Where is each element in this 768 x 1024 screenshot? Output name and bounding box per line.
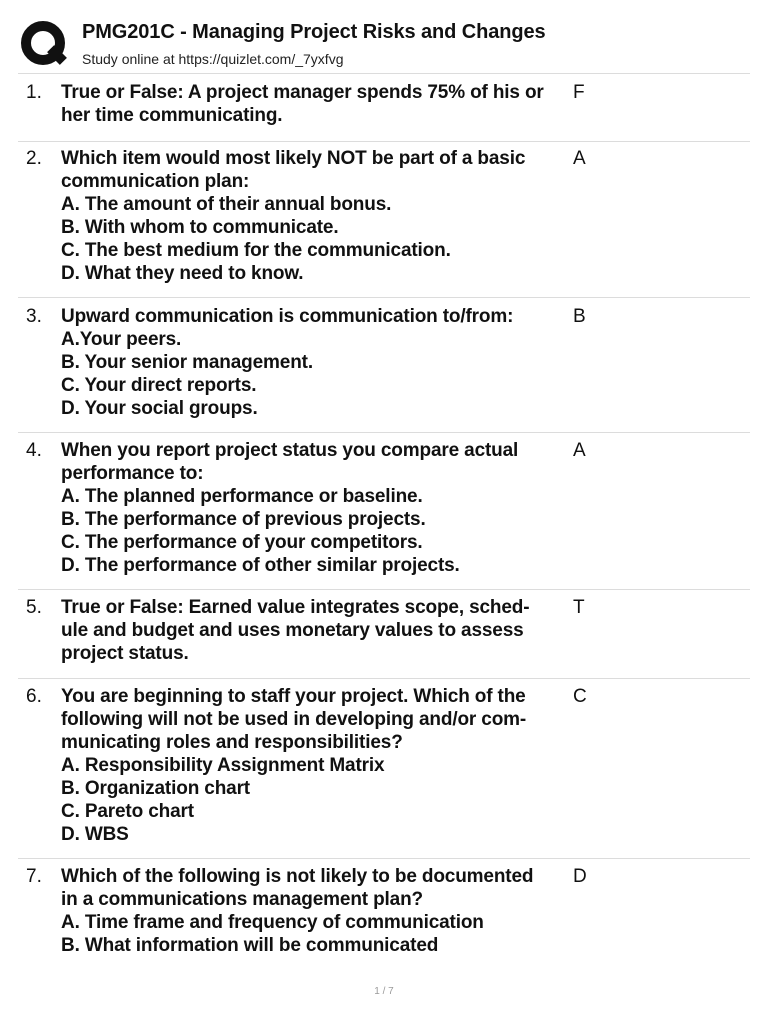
- option-line: B. With whom to communicate.: [61, 217, 339, 238]
- question-number: 5.: [26, 597, 42, 618]
- option-line: B. The performance of previous projects.: [61, 509, 426, 530]
- divider: [18, 589, 750, 590]
- question-number: 6.: [26, 686, 42, 707]
- question-line: True or False: Earned value integrates scope, sched-: [61, 597, 530, 618]
- question-line: following will not be used in developing and/or com-: [61, 709, 527, 730]
- option-line: B. What information will be communicated: [61, 935, 439, 956]
- answer: C: [573, 686, 587, 707]
- question-text: [61, 305, 569, 420]
- question-text: [61, 147, 569, 285]
- question-text: [61, 439, 569, 577]
- answer: B: [573, 306, 586, 327]
- question-text: [61, 596, 569, 665]
- answer: F: [573, 82, 585, 103]
- option-line: A. Time frame and frequency of communication: [61, 912, 484, 933]
- question-line: Upward communication is communication to/from:: [61, 306, 514, 327]
- question-line: ule and budget and uses monetary values to assess: [61, 620, 524, 641]
- option-line: A.Your peers.: [61, 329, 182, 350]
- answer: D: [573, 866, 587, 887]
- divider: [18, 141, 750, 142]
- option-line: A. Responsibility Assignment Matrix: [61, 755, 385, 776]
- option-line: A. The amount of their annual bonus.: [61, 194, 392, 215]
- page-indicator: 1 / 7: [374, 986, 394, 997]
- question-line: True or False: A project manager spends 75% of his or: [61, 82, 544, 103]
- option-line: C. Your direct reports.: [61, 375, 257, 396]
- question-line: her time communicating.: [61, 105, 283, 126]
- option-line: C. The best medium for the communication.: [61, 240, 451, 261]
- question-line: Which item would most likely NOT be part of a basic: [61, 148, 526, 169]
- question-line: When you report project status you compare actual: [61, 440, 519, 461]
- option-line: D. WBS: [61, 824, 129, 845]
- divider: [18, 858, 750, 859]
- option-line: D. The performance of other similar projects.: [61, 555, 460, 576]
- option-line: C. The performance of your competitors.: [61, 532, 423, 553]
- question-line: municating roles and responsibilities?: [61, 732, 403, 753]
- question-number: 1.: [26, 82, 42, 103]
- study-online-link[interactable]: Study online at https://quizlet.com/_7yxfvg: [82, 51, 344, 67]
- question-number: 3.: [26, 306, 42, 327]
- option-line: A. The planned performance or baseline.: [61, 486, 423, 507]
- answer: A: [573, 148, 586, 169]
- question-line: in a communications management plan?: [61, 889, 424, 910]
- divider: [18, 432, 750, 433]
- answer: A: [573, 440, 586, 461]
- document-header: [0, 0, 768, 74]
- question-text: [61, 81, 569, 127]
- answer: T: [573, 597, 585, 618]
- question-number: 4.: [26, 440, 42, 461]
- quizlet-q-logo-icon: [20, 20, 70, 70]
- question-line: communication plan:: [61, 171, 250, 192]
- question-line: Which of the following is not likely to be documented: [61, 866, 534, 887]
- option-line: D. What they need to know.: [61, 263, 304, 284]
- option-line: C. Pareto chart: [61, 801, 194, 822]
- question-number: 7.: [26, 866, 42, 887]
- question-line: You are beginning to staff your project. Which of the: [61, 686, 526, 707]
- divider: [18, 297, 750, 298]
- document-title: PMG201C - Managing Project Risks and Changes: [82, 21, 546, 43]
- option-line: B. Your senior management.: [61, 352, 313, 373]
- question-number: 2.: [26, 148, 42, 169]
- option-line: D. Your social groups.: [61, 398, 258, 419]
- option-line: B. Organization chart: [61, 778, 250, 799]
- question-text: [61, 865, 569, 957]
- divider: [18, 73, 750, 74]
- question-line: performance to:: [61, 463, 204, 484]
- divider: [18, 678, 750, 679]
- question-line: project status.: [61, 643, 189, 664]
- question-text: [61, 685, 569, 846]
